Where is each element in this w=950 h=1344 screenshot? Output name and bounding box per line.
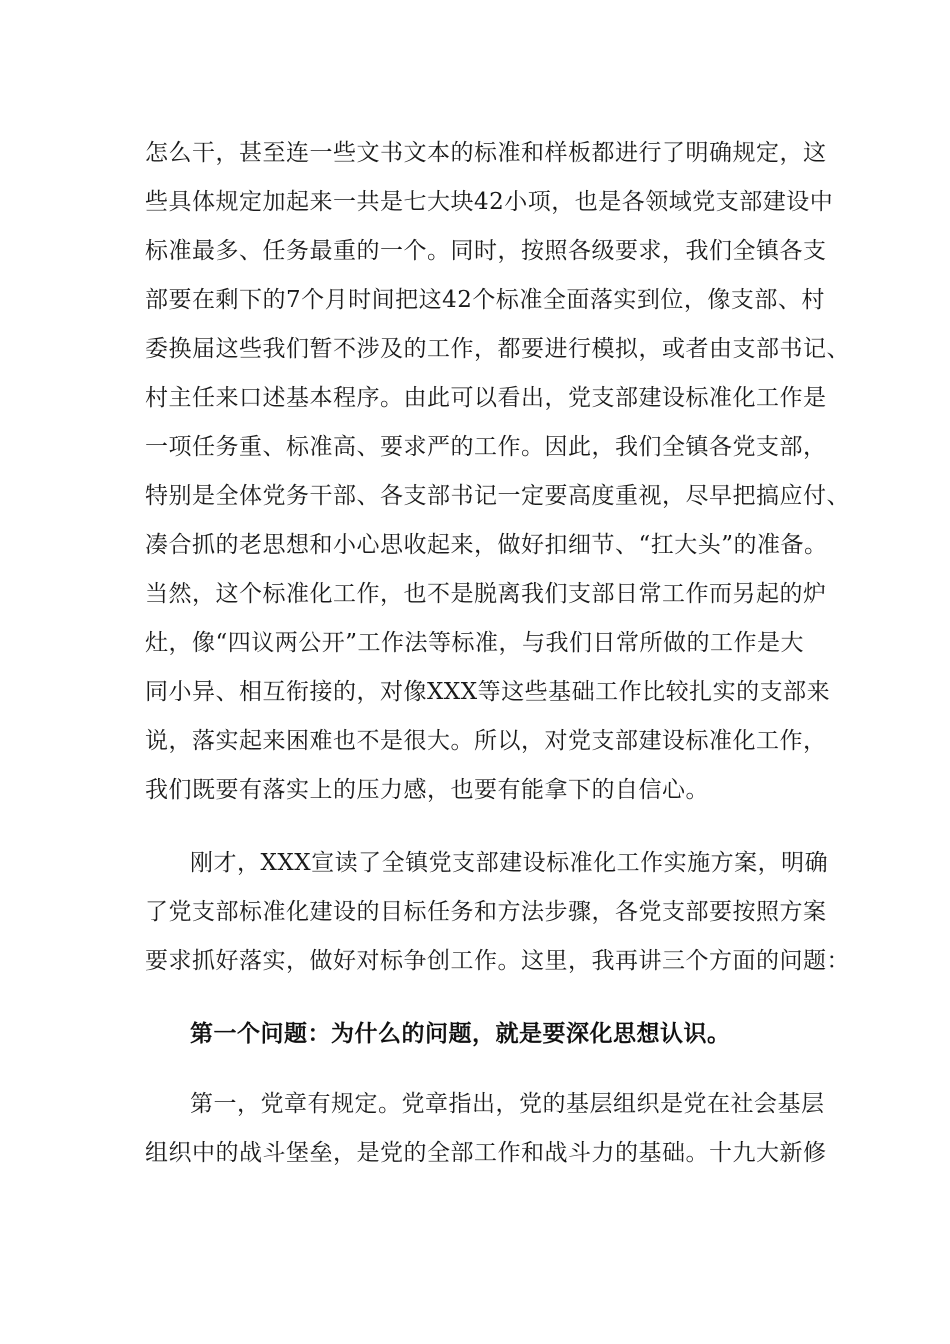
paragraph-1-line-6: 村主任来口述基本程序。由此可以看出，党支部建设标准化工作是 [145,385,827,411]
paragraph-1-line-13: 说，落实起来困难也不是很大。所以，对党支部建设标准化工作， [145,728,827,754]
paragraph-1-line-2: 些具体规定加起来一共是七大块42小项，也是各领域党支部建设中 [145,189,834,215]
paragraph-1-line-12: 同小异、相互衔接的，对像XXX等这些基础工作比较扎实的支部来 [145,679,831,705]
section-heading-1: 第一个问题：为什么的问题，就是要深化思想认识。 [190,1020,731,1047]
paragraph-1-line-8: 特别是全体党务干部、各支部书记一定要高度重视，尽早把搞应付、 [145,483,850,509]
paragraph-3-line-1: 第一，党章有规定。党章指出，党的基层组织是党在社会基层 [190,1091,825,1117]
paragraph-2-line-1: 刚才，XXX宣读了全镇党支部建设标准化工作实施方案，明确 [190,850,829,876]
paragraph-1-line-1: 怎么干，甚至连一些文书文本的标准和样板都进行了明确规定，这 [145,140,827,166]
paragraph-1-line-3: 标准最多、任务最重的一个。同时，按照各级要求，我们全镇各支 [145,238,827,264]
paragraph-2-line-2: 了党支部标准化建设的目标任务和方法步骤，各党支部要按照方案 [145,899,827,925]
paragraph-3-line-2: 组织中的战斗堡垒，是党的全部工作和战斗力的基础。十九大新修 [145,1140,827,1166]
paragraph-1-line-9: 凑合抓的老思想和小心思收起来，做好扣细节、“扛大头”的准备。 [145,532,828,558]
paragraph-1-line-11: 灶，像“四议两公开”工作法等标准，与我们日常所做的工作是大 [145,630,805,656]
paragraph-2-line-3: 要求抓好落实，做好对标争创工作。这里，我再讲三个方面的问题： [145,948,850,974]
paragraph-1-line-7: 一项任务重、标准高、要求严的工作。因此，我们全镇各党支部， [145,434,827,460]
paragraph-1-line-4: 部要在剩下的7个月时间把这42个标准全面落实到位，像支部、村 [145,287,825,313]
paragraph-1-line-10: 当然，这个标准化工作，也不是脱离我们支部日常工作而另起的炉 [145,581,827,607]
paragraph-1-line-14: 我们既要有落实上的压力感，也要有能拿下的自信心。 [145,777,709,803]
paragraph-1-line-5: 委换届这些我们暂不涉及的工作，都要进行模拟，或者由支部书记、 [145,336,850,362]
